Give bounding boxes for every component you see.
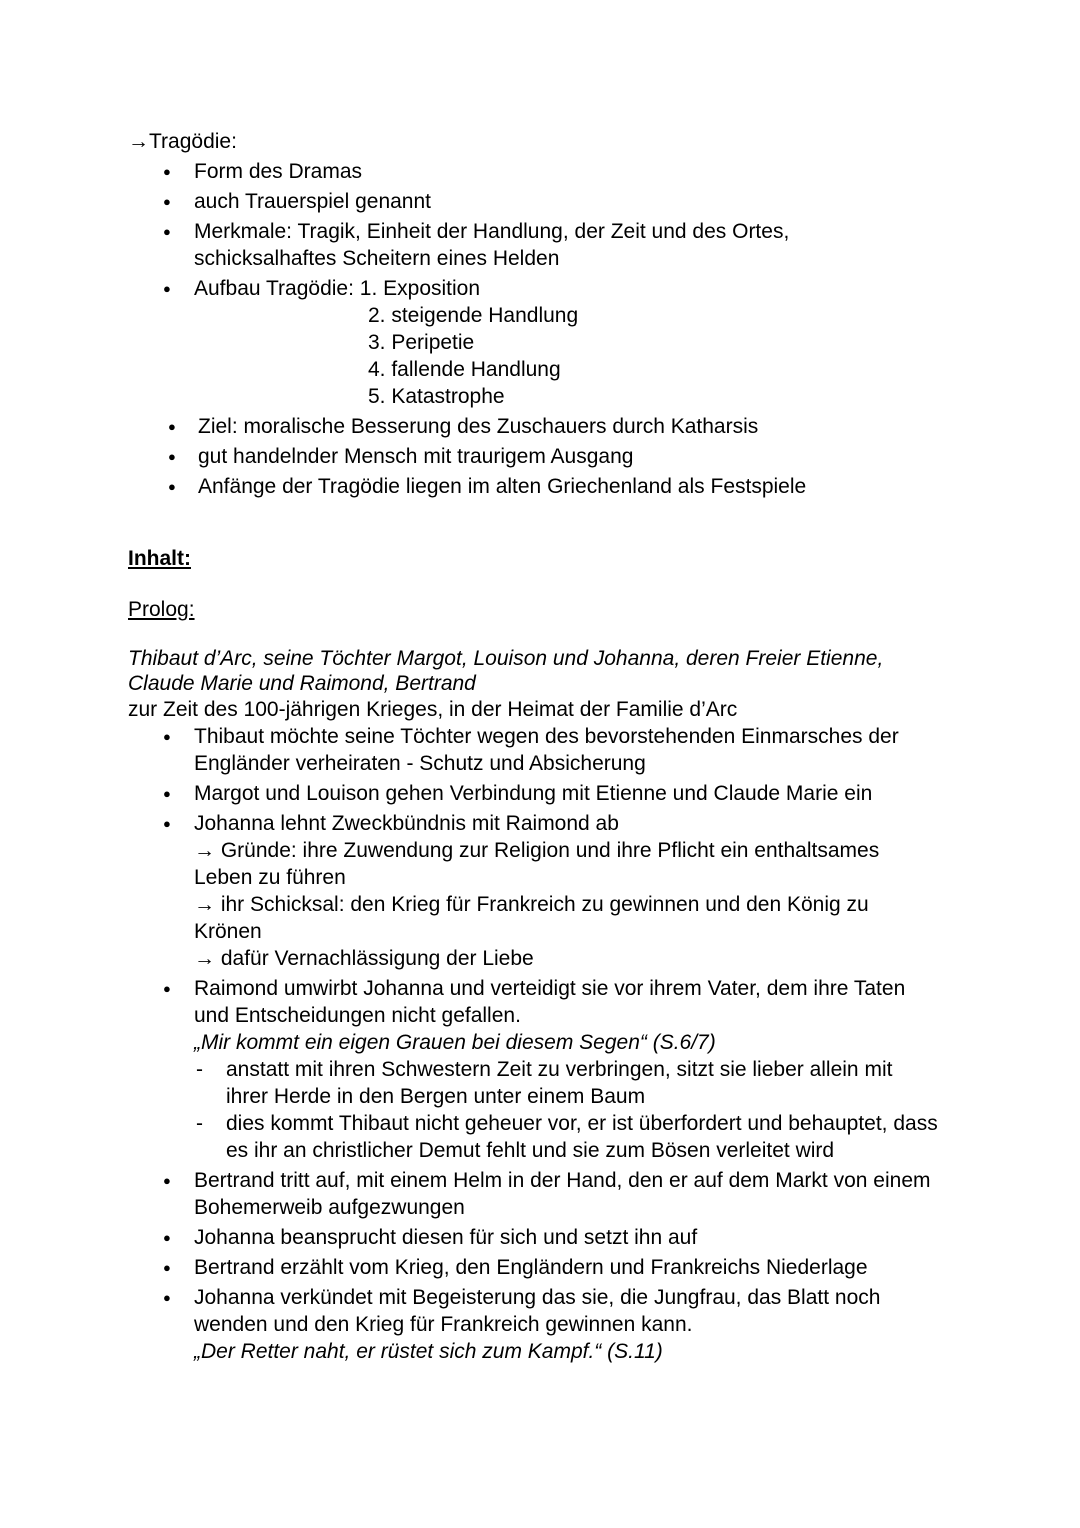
list-item: ● Form des Dramas bbox=[128, 158, 950, 185]
dash-item: - dies kommt Thibaut nicht geheuer vor, er ist überfordert und behauptet, dass es ihr an christlicher Demut fehlt und sie zum Bösen verleitet wird bbox=[194, 1110, 940, 1164]
structure-step: 5. Katastrophe bbox=[368, 385, 505, 408]
raimond-quote: „Mir kommt ein eigen Grauen bei diesem Segen“ (S.6/7) bbox=[194, 1031, 716, 1054]
list-item-structure bbox=[128, 275, 950, 410]
list-item: ● Bertrand erzählt vom Krieg, den Engländern und Frankreichs Niederlage bbox=[128, 1254, 940, 1281]
list-item: ● Margot und Louison gehen Verbindung mit Etienne und Claude Marie ein bbox=[128, 780, 940, 807]
prolog-heading: Prolog: bbox=[128, 598, 195, 621]
prolog-content bbox=[128, 646, 940, 1365]
johanna-sub: → ihr Schicksal: den Krieg für Frankreich zu gewinnen und den König zu Krönen bbox=[194, 893, 869, 943]
prolog-section bbox=[128, 596, 950, 623]
list-item: ● Johanna beansprucht diesen für sich und setzt ihn auf bbox=[128, 1224, 940, 1251]
inhalt-section bbox=[128, 545, 950, 572]
list-item: ● Merkmale: Tragik, Einheit der Handlung, der Zeit und des Ortes, schicksalhaftes Scheitern eines Helden bbox=[128, 218, 950, 272]
tragedy-heading: →Tragödie: bbox=[128, 130, 237, 153]
structure-label: Aufbau Tragödie: bbox=[194, 277, 354, 300]
structure-step: 4. fallende Handlung bbox=[368, 358, 561, 381]
structure-step: 3. Peripetie bbox=[368, 331, 475, 354]
johanna-sub: → Gründe: ihre Zuwendung zur Religion und ihre Pflicht ein enthaltsames Leben zu führen bbox=[194, 839, 880, 889]
final-quote: „Der Retter naht, er rüstet sich zum Kampf.“ (S.11) bbox=[194, 1340, 663, 1363]
list-item-raimond bbox=[128, 975, 940, 1164]
johanna-sub: → dafür Vernachlässigung der Liebe bbox=[194, 947, 534, 970]
inhalt-heading: Inhalt: bbox=[128, 547, 191, 570]
list-item-final bbox=[128, 1284, 940, 1365]
raimond-dash-list bbox=[194, 1056, 940, 1164]
tragedy-list bbox=[128, 158, 950, 410]
tragedy-list-2 bbox=[128, 413, 950, 500]
list-item: ● gut handelnder Mensch mit traurigem Ausgang bbox=[128, 443, 950, 470]
structure-step: 2. steigende Handlung bbox=[368, 304, 579, 327]
structure-step: 1. Exposition bbox=[359, 277, 481, 300]
list-item: ● Anfänge der Tragödie liegen im alten Griechenland als Festspiele bbox=[128, 473, 950, 500]
characters-line: Thibaut d’Arc, seine Töchter Margot, Louison und Johanna, deren Freier Etienne, Claude Marie und Raimond, Bertrand bbox=[128, 647, 884, 695]
setting-line: zur Zeit des 100-jährigen Krieges, in der Heimat der Familie d’Arc bbox=[128, 698, 738, 721]
structure-steps bbox=[194, 302, 950, 410]
tragedy-section bbox=[128, 128, 950, 500]
list-item: ● Bertrand tritt auf, mit einem Helm in der Hand, den er auf dem Markt von einem Bohemerweib aufgezwungen bbox=[128, 1167, 940, 1221]
final-text: ● Johanna verkündet mit Begeisterung das sie, die Jungfrau, das Blatt noch wenden und den Krieg für Frankreich gewinnen kann. bbox=[194, 1286, 881, 1336]
list-item: ● auch Trauerspiel genannt bbox=[128, 188, 950, 215]
list-item: ● Thibaut möchte seine Töchter wegen des bevorstehenden Einmarsches der Engländer verheiraten - Schutz und Absicherung bbox=[128, 723, 940, 777]
johanna-text: ● Johanna lehnt Zweckbündnis mit Raimond ab bbox=[194, 812, 619, 835]
list-item: ● Ziel: moralische Besserung des Zuschauers durch Katharsis bbox=[128, 413, 950, 440]
prolog-list bbox=[128, 723, 940, 1365]
raimond-text: ● Raimond umwirbt Johanna und verteidigt sie vor ihrem Vater, dem ihre Taten und Entscheidungen nicht gefallen. bbox=[194, 977, 906, 1027]
dash-item: - anstatt mit ihren Schwestern Zeit zu verbringen, sitzt sie lieber allein mit ihrer Herde in den Bergen unter einem Baum bbox=[194, 1056, 940, 1110]
list-item-johanna bbox=[128, 810, 940, 972]
